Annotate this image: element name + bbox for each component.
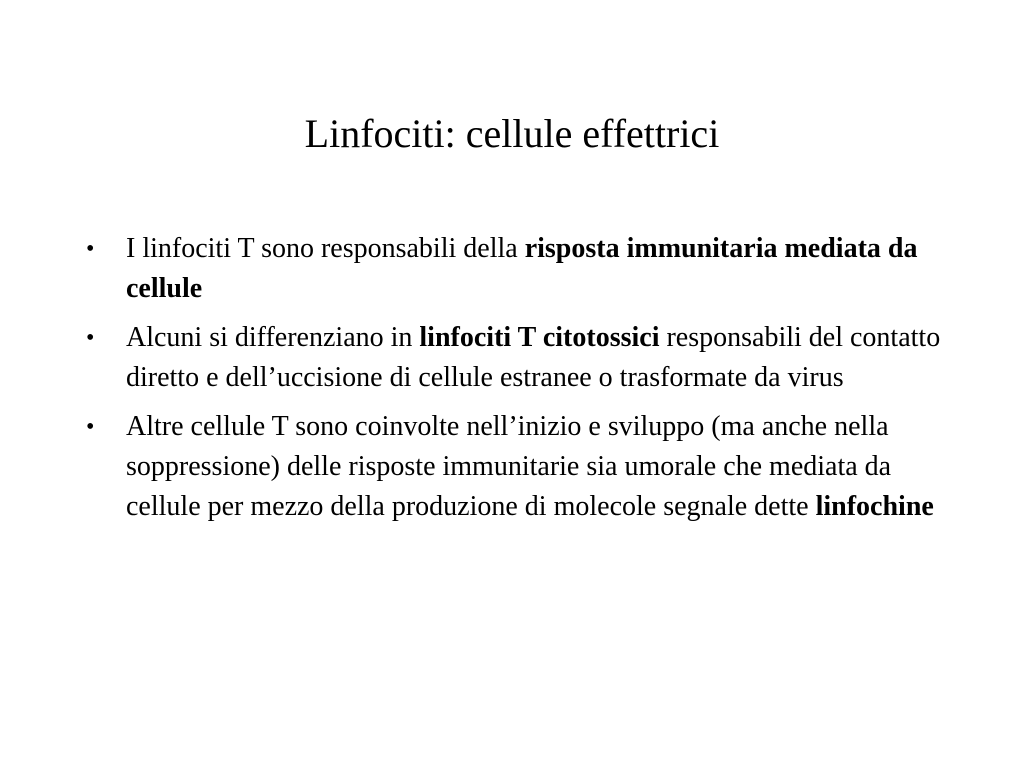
bullet-marker: •	[86, 414, 95, 440]
bullet-list	[86, 229, 956, 536]
slide-title: Linfociti: cellule effettrici	[304, 111, 720, 156]
bullet-item	[86, 229, 956, 309]
bullet-text-plain: I linfociti T sono responsabili della	[126, 233, 525, 264]
bullet-text-bold: linfochine	[815, 491, 934, 522]
bullet-text-plain: responsabili del contatto diretto e dell’uccisione di cellule estranee o trasformate da virus	[126, 322, 941, 393]
bullet-marker: •	[86, 325, 95, 351]
bullet-text-bold: linfociti T citotossici	[419, 322, 660, 353]
bullet-marker: •	[86, 236, 95, 262]
bullet-text-bold: risposta immunitaria mediata da cellule	[126, 233, 918, 304]
bullet-item	[86, 318, 956, 398]
bullet-text-plain: Alcuni si differenziano in	[126, 322, 420, 353]
bullet-text-plain: Altre cellule T sono coinvolte nell’inizio e sviluppo (ma anche nella soppressione) delle risposte immunitarie sia umorale che mediata da cellule per mezzo della produzione di molecole segnale dette	[126, 411, 892, 522]
bullet-item	[86, 407, 956, 527]
